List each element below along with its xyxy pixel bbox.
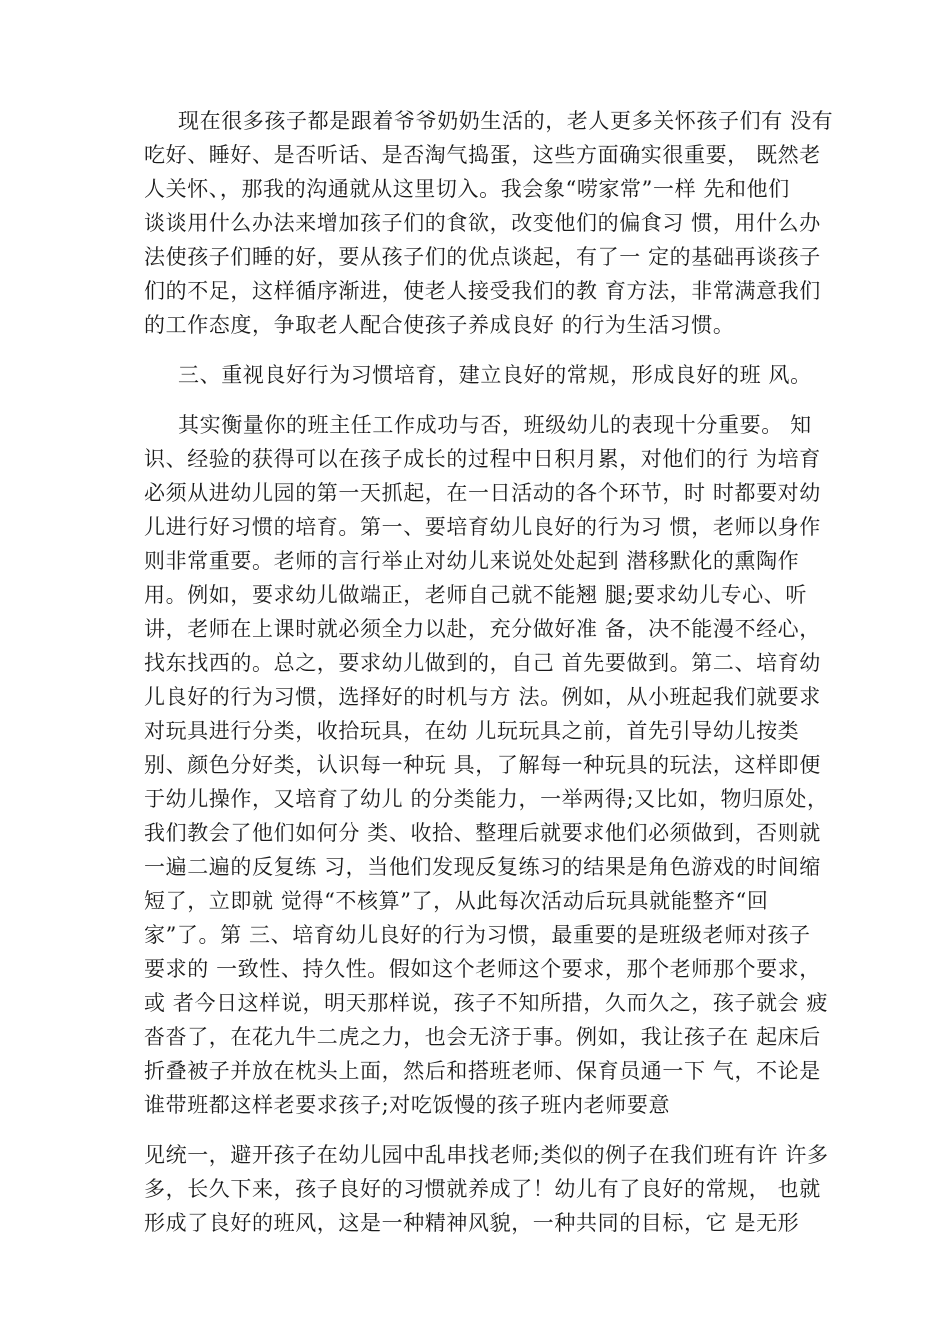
text-line: 现在很多孩子都是跟着爷爷奶奶生活的，老人更多关怀孩子们有 没有 <box>178 109 834 133</box>
text-line: 见统一，避开孩子在幼儿园中乱串找老师;类似的例子在我们班有许 许多 <box>144 1143 829 1167</box>
text-line: 吃好、睡好、是否听话、是否淘气捣蛋，这些方面确实很重要， 既然老 <box>144 143 821 167</box>
text-line: 识、经验的获得可以在孩子成长的过程中日积月累，对他们的行 为培育 <box>144 447 821 471</box>
text-line: 们的不足，这样循序渐进，使老人接受我们的教 育方法，非常满意我们 <box>144 279 821 303</box>
text-line: 则非常重要。老师的言行举止对幼儿来说处处起到 潜移默化的熏陶作 <box>144 549 800 573</box>
text-line: 讲，老师在上课时就必须全力以赴，充分做好准 备，决不能漫不经心， <box>144 617 821 641</box>
text-line: 多，长久下来，孩子良好的习惯就养成了！幼儿有了良好的常规， 也就 <box>144 1177 821 1201</box>
text-line: 三、重视良好行为习惯培育，建立良好的常规，形成良好的班 风。 <box>178 363 812 387</box>
text-line: 我们教会了他们如何分 类、收拾、整理后就要求他们必须做到，否则就 <box>144 821 821 845</box>
text-line: 用。例如，要求幼儿做端正，老师自己就不能翘 腿;要求幼儿专心、听 <box>144 583 807 607</box>
text-line: 家”了。第 三、培育幼儿良好的行为习惯，最重要的是班级老师对孩子 <box>144 923 811 947</box>
text-line: 折叠被子并放在枕头上面，然后和搭班老师、保育员通一下 气，不论是 <box>144 1059 821 1083</box>
text-line: 法使孩子们睡的好，要从孩子们的优点谈起，有了一 定的基础再谈孩子 <box>144 245 821 269</box>
text-line: 找东找西的。总之，要求幼儿做到的，自己 首先要做到。第二、培育幼 <box>144 651 821 675</box>
text-line: 谈谈用什么办法来增加孩子们的食欲，改变他们的偏食习 惯，用什么办 <box>144 211 821 235</box>
text-line: 的工作态度，争取老人配合使孩子养成良好 的行为生活习惯。 <box>144 313 735 337</box>
text-line: 对玩具进行分类，收拾玩具，在幼 儿玩玩具之前，首先引导幼儿按类 <box>144 719 800 743</box>
text-line: 沓沓了，在花九牛二虎之力，也会无济于事。例如，我让孩子在 起床后 <box>144 1025 821 1049</box>
text-line: 要求的 一致性、持久性。假如这个老师这个要求，那个老师那个要求， <box>144 957 821 981</box>
text-line: 儿进行好习惯的培育。第一、要培育幼儿良好的行为习 惯，老师以身作 <box>144 515 821 539</box>
text-line: 一遍二遍的反复练 习，当他们发现反复练习的结果是角色游戏的时间缩 <box>144 855 821 879</box>
text-line: 必须从进幼儿园的第一天抓起，在一日活动的各个环节，时 时都要对幼 <box>144 481 821 505</box>
text-line: 别、颜色分好类，认识每一种玩 具，了解每一种玩具的玩法，这样即便 <box>144 753 821 777</box>
text-line: 人关怀、，那我的沟通就从这里切入。我会象“唠家常”一样 先和他们 <box>144 177 790 201</box>
text-line: 其实衡量你的班主任工作成功与否，班级幼儿的表现十分重要。 知 <box>178 413 812 437</box>
text-line: 形成了良好的班风，这是一种精神风貌，一种共同的目标，它 是无形 <box>144 1211 800 1235</box>
text-line: 短了，立即就 觉得“不核算”了，从此每次活动后玩具就能整齐“回 <box>144 889 769 913</box>
text-line: 儿良好的行为习惯，选择好的时机与方 法。例如，从小班起我们就要求 <box>144 685 821 709</box>
text-line: 谁带班都这样老要求孩子;对吃饭慢的孩子班内老师要意 <box>144 1093 671 1117</box>
text-line: 于幼儿操作，又培育了幼儿 的分类能力，一举两得;又比如，物归原处， <box>144 787 829 811</box>
text-line: 或 者今日这样说，明天那样说，孩子不知所措，久而久之，孩子就会 疲 <box>144 991 829 1015</box>
